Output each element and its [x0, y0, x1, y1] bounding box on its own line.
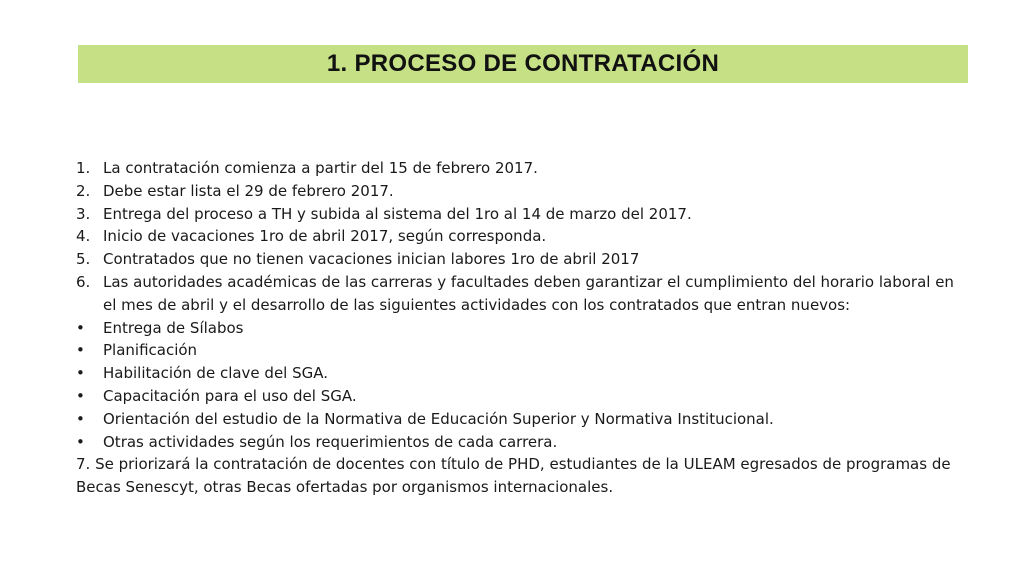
list-number: 1. — [76, 159, 91, 177]
bullet-item — [76, 385, 966, 408]
bullet-item-text: Planificación — [103, 341, 198, 360]
list-item — [76, 157, 966, 180]
bullet-item — [76, 339, 966, 362]
list-item-text: Debe estar lista el 29 de febrero 2017. — [103, 181, 394, 200]
bullet-item-text: Habilitación de clave del SGA. — [103, 364, 329, 383]
list-item — [76, 248, 966, 271]
slide-title: 1. PROCESO DE CONTRATACIÓN — [326, 50, 720, 77]
list-item-text: La contratación comienza a partir del 15 de febrero 2017. — [103, 159, 538, 177]
title-banner — [78, 45, 968, 83]
bullet-item — [76, 317, 966, 340]
list-number: 5. — [76, 250, 91, 269]
bullet-icon: • — [76, 341, 85, 360]
content-list — [76, 157, 966, 499]
bullet-item-text: Entrega de Sílabos — [103, 318, 244, 337]
bullet-icon: • — [76, 409, 85, 428]
bullet-icon: • — [76, 432, 85, 451]
list-item-text: Inicio de vacaciones 1ro de abril 2017, según corresponda. — [103, 227, 547, 246]
bullet-item — [76, 431, 966, 454]
list-item — [76, 271, 966, 317]
list-item-text: Entrega del proceso a TH y subida al sistema del 1ro al 14 de marzo del 2017. — [103, 204, 692, 223]
list-number: 2. — [76, 181, 91, 200]
list-number: 6. — [76, 272, 91, 291]
bullet-item — [76, 362, 966, 385]
list-item-text: Contratados que no tienen vacaciones inician labores 1ro de abril 2017 — [103, 250, 640, 269]
bullet-item-text: Otras actividades según los requerimientos de cada carrera. — [103, 432, 558, 451]
bullet-icon: • — [76, 318, 85, 337]
list-number: 4. — [76, 227, 91, 246]
bullet-icon: • — [76, 364, 85, 383]
list-number: 3. — [76, 204, 91, 223]
list-item — [76, 180, 966, 203]
bullet-item-text: Orientación del estudio de la Normativa de Educación Superior y Normativa Institucional. — [103, 409, 774, 428]
bullet-item-text: Capacitación para el uso del SGA. — [103, 386, 357, 405]
list-item — [76, 203, 966, 226]
list-item — [76, 225, 966, 248]
bullet-icon: • — [76, 386, 85, 405]
list-item-text: Las autoridades académicas de las carreras y facultades deben garantizar el cumplimiento del horario laboral en el mes de abril y el desarrollo de las siguientes actividades con los contratados que entran nuevos: — [103, 272, 954, 314]
bullet-item — [76, 408, 966, 431]
closing-paragraph: 7. Se priorizará la contratación de docentes con título de PHD, estudiantes de la ULEAM egresados de programas de Becas Senescyt, otras Becas ofertadas por organismos internacionales. — [76, 455, 951, 497]
